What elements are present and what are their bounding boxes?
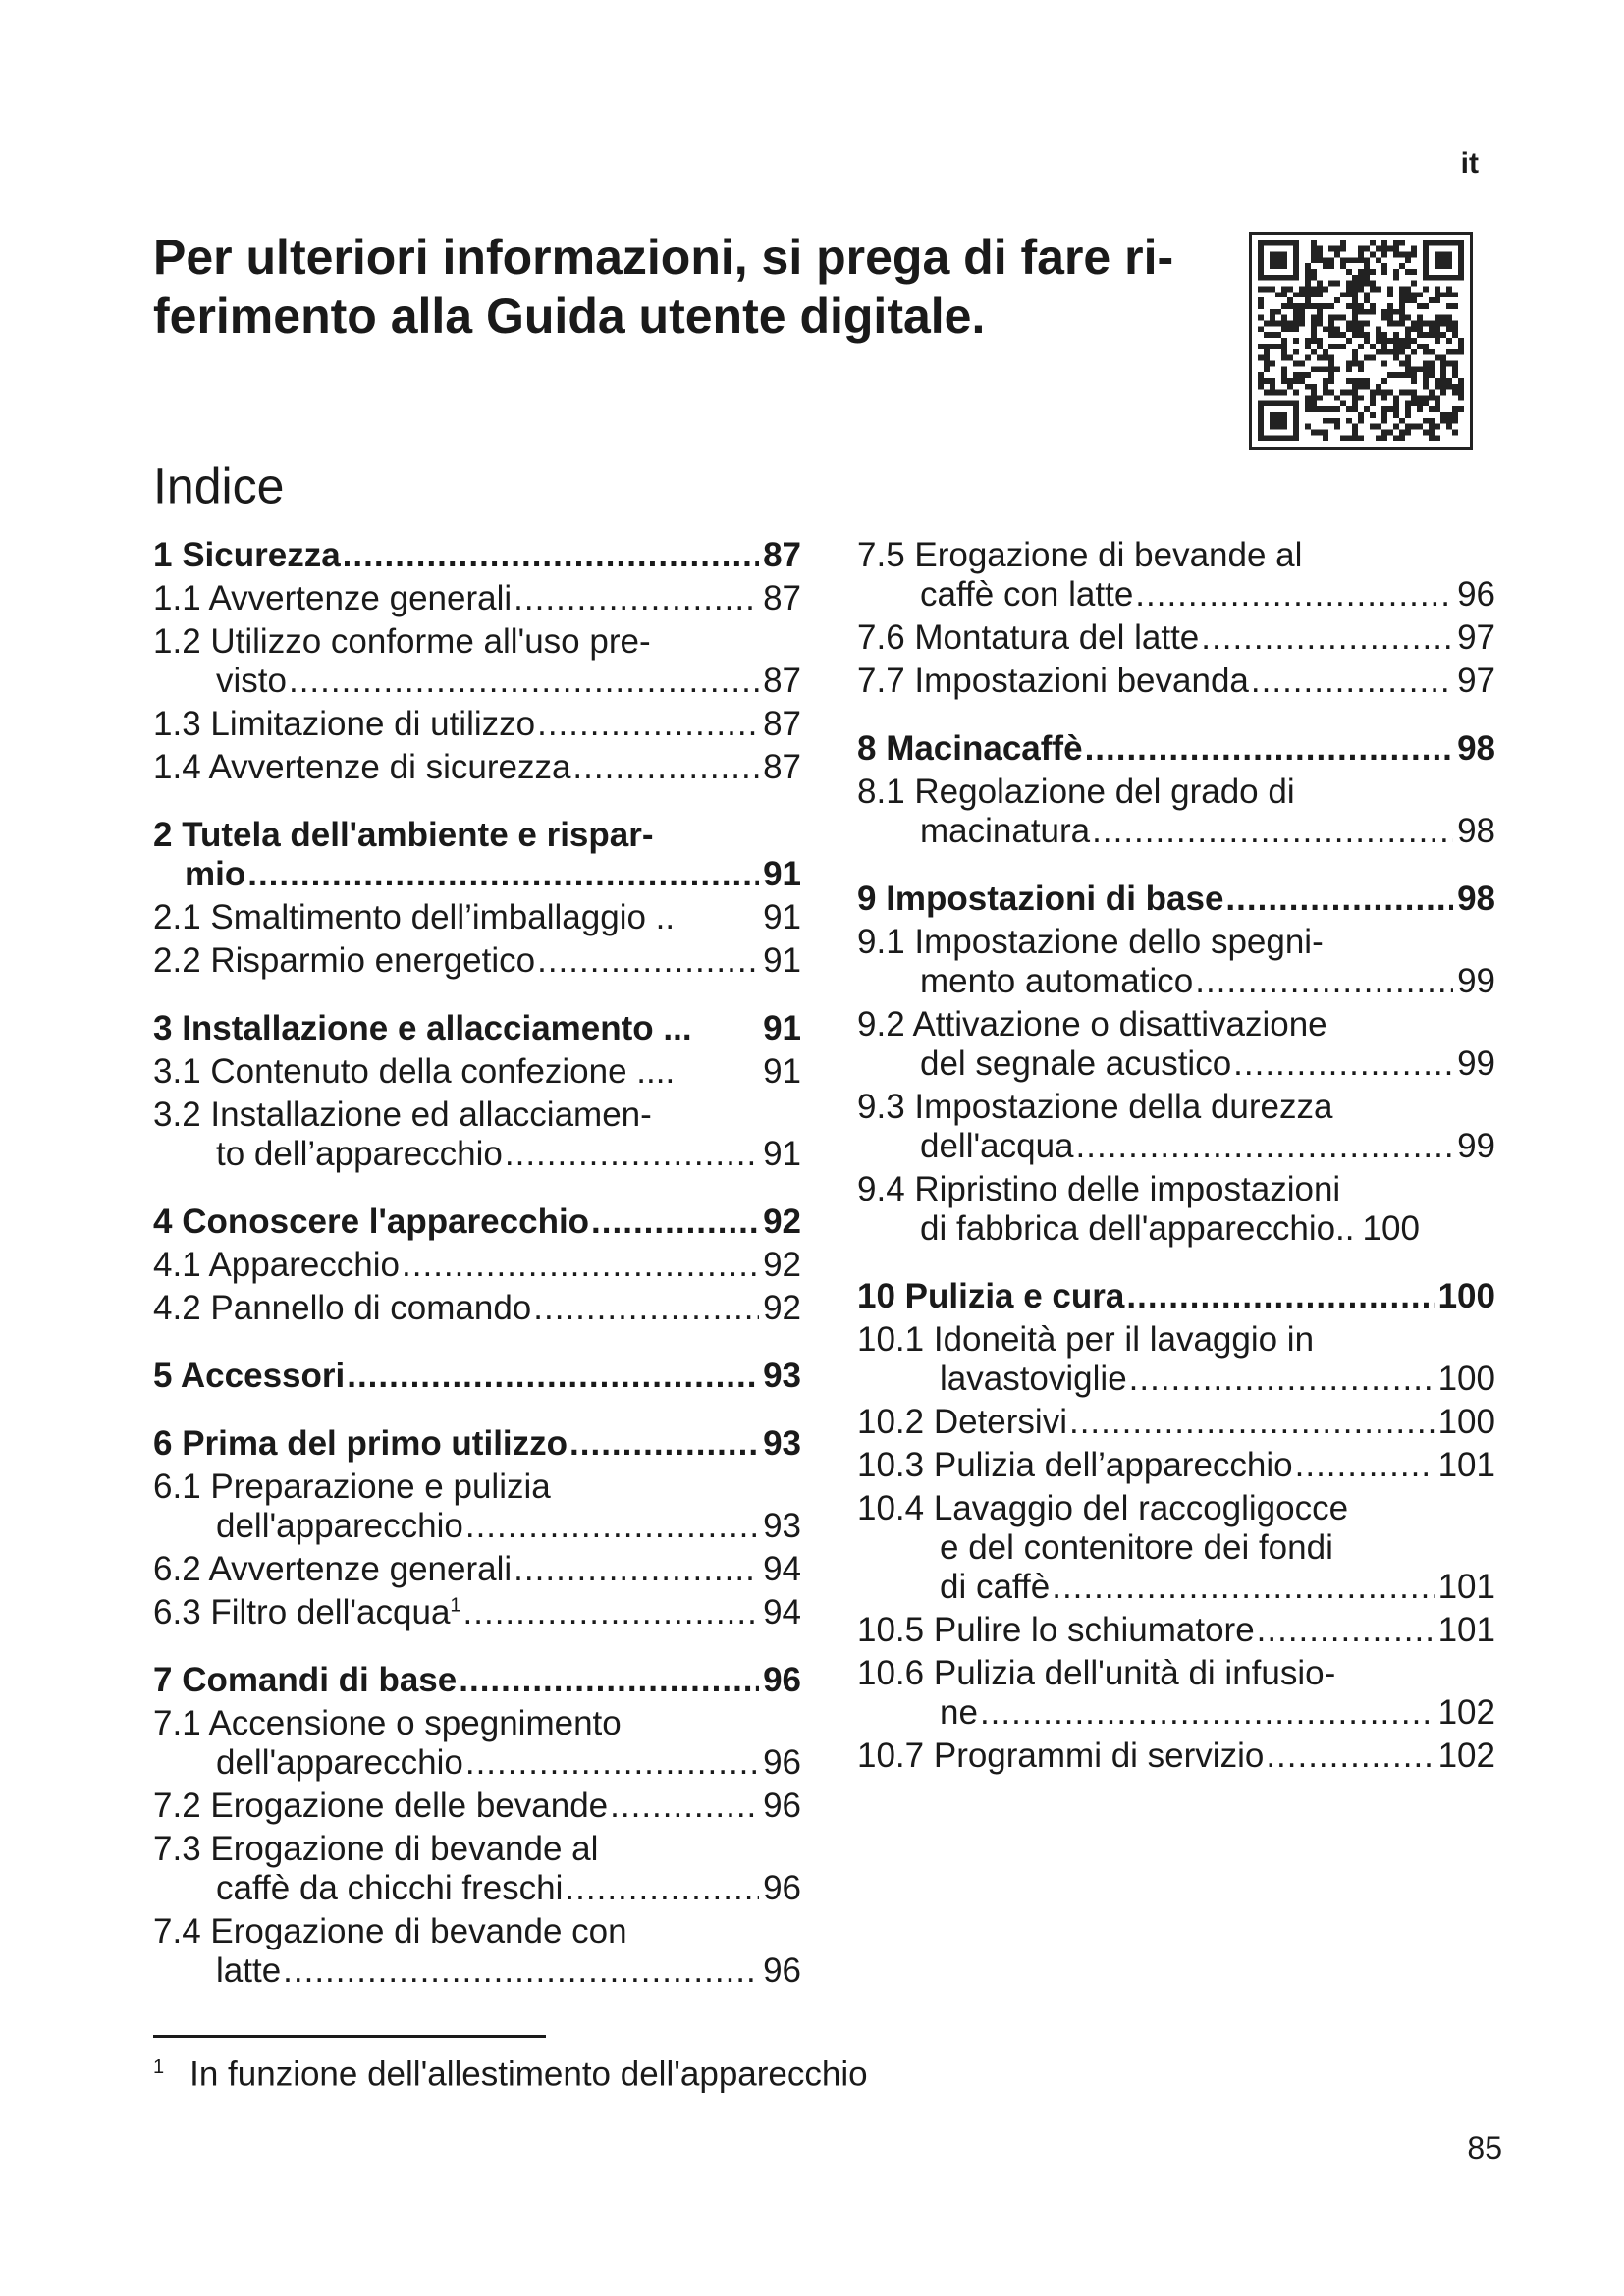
- toc-entry[interactable]: 1 Sicurezza ..... 87: [153, 536, 801, 575]
- toc-entry[interactable]: 9.2 Attivazione o disattivazione del segnale acustico ..... 99: [857, 1005, 1495, 1084]
- toc-section-7: [153, 1661, 801, 1991]
- toc-entry[interactable]: 7.1 Accensione o spegnimento dell'apparecchio ..... 96: [153, 1704, 801, 1783]
- toc-entry[interactable]: 4.1 Apparecchio ..... 92: [153, 1246, 801, 1285]
- footnote-text: In funzione dell'allestimento dell'apparecchio: [189, 2055, 868, 2094]
- toc-entry[interactable]: 2.1 Smaltimento dell’imballaggio .. 91: [153, 898, 801, 936]
- toc-entry[interactable]: 1.1 Avvertenze generali ..... 87: [153, 579, 801, 618]
- toc-entry[interactable]: 5 Accessori ..... 93: [153, 1357, 801, 1396]
- toc-entry[interactable]: 10.5 Pulire lo schiumatore ..... 101: [857, 1611, 1495, 1650]
- toc-entry[interactable]: 3 Installazione e allacciamento ... 91: [153, 1009, 801, 1047]
- toc-entry[interactable]: 3.2 Installazione ed allacciamen- to dell’apparecchio ..... 91: [153, 1095, 801, 1174]
- toc-entry[interactable]: 7.6 Montatura del latte ..... 97: [857, 618, 1495, 658]
- page-number: 85: [1467, 2130, 1502, 2165]
- toc-section-7-continued: [857, 536, 1495, 701]
- toc-entry[interactable]: 6.3 Filtro dell'acqua$^1$ ..... 94: [153, 1593, 801, 1632]
- toc-entry[interactable]: 1.4 Avvertenze di sicurezza ..... 87: [153, 748, 801, 787]
- toc-section-1: [153, 536, 801, 787]
- footnote-number: 1: [153, 2056, 165, 2078]
- toc-entry[interactable]: 10.1 Idoneità per il lavaggio in lavastoviglie ..... 100: [857, 1320, 1495, 1399]
- page-heading: [153, 228, 1214, 346]
- toc-section-2: [153, 816, 801, 981]
- toc-entry[interactable]: 10.3 Pulizia dell’apparecchio ..... 101: [857, 1446, 1495, 1485]
- toc-entry[interactable]: 9.1 Impostazione dello spegni- mento automatico ..... 99: [857, 923, 1495, 1001]
- toc-entry[interactable]: 7 Comandi di base ..... 96: [153, 1661, 801, 1700]
- toc-entry[interactable]: 7.7 Impostazioni bevanda ..... 97: [857, 662, 1495, 701]
- toc-entry[interactable]: 7.2 Erogazione delle bevande ..... 96: [153, 1787, 801, 1826]
- toc-section-3: [153, 1009, 801, 1174]
- toc-entry[interactable]: 9.4 Ripristino delle impostazioni di fabbrica dell'apparecchio.. 100: [857, 1170, 1420, 1248]
- toc-entry[interactable]: 3.1 Contenuto della confezione .... 91: [153, 1052, 801, 1091]
- toc-entry[interactable]: 2.2 Risparmio energetico ..... 91: [153, 941, 801, 981]
- toc-title: Indice: [153, 457, 285, 514]
- toc-entry[interactable]: 2 Tutela dell'ambiente e rispar- mio ..... 91: [153, 816, 801, 894]
- toc-entry[interactable]: 8 Macinacaffè ..... 98: [857, 729, 1495, 769]
- toc-section-10: [857, 1277, 1495, 1776]
- toc-entry[interactable]: 10.6 Pulizia dell'unità di infusio- ne ..... 102: [857, 1654, 1495, 1733]
- toc-entry[interactable]: 9 Impostazioni di base ..... 98: [857, 880, 1495, 919]
- toc-entry[interactable]: 4.2 Pannello di comando ..... 92: [153, 1289, 801, 1328]
- toc-entry[interactable]: 6 Prima del primo utilizzo ..... 93: [153, 1424, 801, 1464]
- toc-section-8: [857, 729, 1495, 851]
- footnote: [153, 2046, 868, 2097]
- toc-entry[interactable]: 1.3 Limitazione di utilizzo ..... 87: [153, 705, 801, 744]
- toc-section-4: [153, 1202, 801, 1328]
- toc-section-5: [153, 1357, 801, 1396]
- toc-entry[interactable]: 7.4 Erogazione di bevande con latte ..... 96: [153, 1912, 801, 1991]
- toc-entry[interactable]: 6.2 Avvertenze generali ..... 94: [153, 1550, 801, 1589]
- toc-right-column: [857, 536, 1495, 1804]
- qr-code-icon[interactable]: [1249, 232, 1473, 450]
- toc-entry[interactable]: 10.2 Detersivi ..... 100: [857, 1403, 1495, 1442]
- footnote-divider: [153, 2035, 546, 2038]
- page-ref: 87: [763, 536, 801, 574]
- toc-entry[interactable]: 1.2 Utilizzo conforme all'uso pre- visto ..... 87: [153, 622, 801, 701]
- toc-entry[interactable]: 10.4 Lavaggio del raccogligocce e del contenitore dei fondi di caffè ..... 101: [857, 1489, 1495, 1607]
- footnote-marker: 1: [450, 1594, 461, 1617]
- toc-section-9: [857, 880, 1495, 1249]
- toc-left-column: [153, 536, 801, 2019]
- toc-entry[interactable]: 6.1 Preparazione e pulizia dell'apparecchio ..... 93: [153, 1468, 801, 1546]
- language-code: it: [1460, 147, 1479, 180]
- toc-entry[interactable]: 9.3 Impostazione della durezza dell'acqua ..... 99: [857, 1088, 1495, 1166]
- toc-entry[interactable]: 10.7 Programmi di servizio ..... 102: [857, 1736, 1495, 1776]
- heading-line-1: Per ulteriori informazioni, si prega di fare ri-: [153, 230, 1174, 285]
- toc-entry[interactable]: 10 Pulizia e cura ..... 100: [857, 1277, 1495, 1316]
- toc-entry[interactable]: 4 Conoscere l'apparecchio ..... 92: [153, 1202, 801, 1242]
- heading-line-2: ferimento alla Guida utente digitale.: [153, 289, 986, 344]
- toc-entry[interactable]: 8.1 Regolazione del grado di macinatura ..... 98: [857, 773, 1495, 851]
- toc-section-6: [153, 1424, 801, 1632]
- toc-entry[interactable]: 7.3 Erogazione di bevande al caffè da chicchi freschi ..... 96: [153, 1830, 801, 1908]
- toc-entry[interactable]: 7.5 Erogazione di bevande al caffè con latte ..... 96: [857, 536, 1495, 614]
